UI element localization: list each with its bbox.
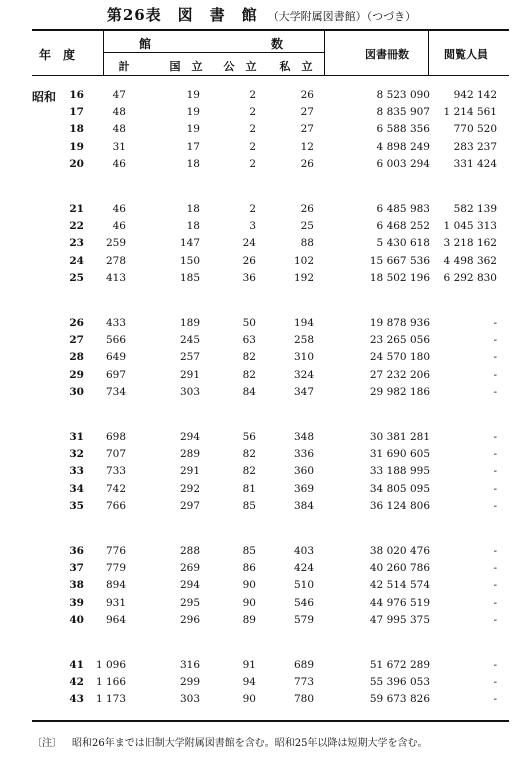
national-cell: 189 bbox=[179, 317, 200, 329]
total-cell: 776 bbox=[105, 545, 126, 557]
total-cell: 48 bbox=[112, 123, 126, 136]
books-cell: 27 232 206 bbox=[369, 368, 430, 381]
header-users: 閲覧人員 bbox=[444, 48, 488, 61]
table-row bbox=[0, 140, 523, 155]
year-cell: 26 bbox=[69, 317, 84, 329]
books-cell: 4 898 249 bbox=[376, 140, 430, 153]
public-cell: 81 bbox=[242, 482, 256, 495]
private-cell: 424 bbox=[293, 562, 314, 575]
private-cell: 546 bbox=[293, 596, 314, 609]
users-cell: - bbox=[493, 448, 497, 461]
public-cell: 2 bbox=[249, 123, 256, 136]
users-cell: - bbox=[493, 693, 497, 706]
books-cell: 8 523 090 bbox=[376, 89, 430, 101]
table-row bbox=[0, 613, 523, 628]
public-cell: 56 bbox=[242, 431, 256, 443]
books-cell: 6 485 983 bbox=[376, 203, 430, 215]
books-cell: 29 982 186 bbox=[369, 385, 430, 398]
table-row bbox=[0, 219, 523, 234]
total-cell: 259 bbox=[105, 237, 126, 250]
public-cell: 50 bbox=[242, 317, 256, 329]
total-cell: 649 bbox=[105, 351, 126, 364]
national-cell: 17 bbox=[186, 140, 200, 153]
private-cell: 336 bbox=[293, 448, 314, 461]
total-cell: 733 bbox=[105, 465, 126, 478]
national-cell: 257 bbox=[179, 351, 200, 364]
national-cell: 150 bbox=[179, 254, 200, 267]
table-row bbox=[0, 499, 523, 514]
public-cell: 2 bbox=[249, 157, 256, 170]
national-cell: 18 bbox=[186, 157, 200, 170]
books-cell: 15 667 536 bbox=[369, 254, 430, 267]
table-row bbox=[0, 596, 523, 611]
public-cell: 91 bbox=[242, 659, 256, 671]
private-cell: 579 bbox=[293, 613, 314, 626]
total-cell: 894 bbox=[105, 579, 126, 592]
year-cell: 25 bbox=[69, 271, 84, 284]
private-cell: 88 bbox=[300, 237, 314, 250]
header-libraries: 館 数 bbox=[138, 37, 283, 51]
users-cell: - bbox=[493, 368, 497, 381]
year-cell: 24 bbox=[69, 254, 84, 267]
year-cell: 31 bbox=[69, 431, 84, 443]
total-cell: 31 bbox=[112, 140, 126, 153]
table-row bbox=[0, 157, 523, 172]
total-cell: 46 bbox=[112, 157, 126, 170]
private-cell: 384 bbox=[293, 499, 314, 512]
public-cell: 26 bbox=[242, 254, 256, 267]
total-cell: 413 bbox=[105, 271, 126, 284]
national-cell: 19 bbox=[186, 89, 200, 101]
users-cell: - bbox=[493, 596, 497, 609]
year-cell: 43 bbox=[69, 693, 84, 706]
books-cell: 51 672 289 bbox=[369, 659, 430, 671]
national-cell: 19 bbox=[186, 106, 200, 119]
private-cell: 102 bbox=[293, 254, 314, 267]
public-cell: 82 bbox=[242, 368, 256, 381]
public-cell: 89 bbox=[242, 613, 256, 626]
users-cell: - bbox=[493, 431, 497, 443]
national-cell: 269 bbox=[179, 562, 200, 575]
users-cell: - bbox=[493, 482, 497, 495]
year-cell: 32 bbox=[69, 448, 84, 461]
public-cell: 63 bbox=[242, 334, 256, 347]
private-cell: 194 bbox=[293, 317, 314, 329]
national-cell: 288 bbox=[179, 545, 200, 557]
private-cell: 26 bbox=[300, 203, 314, 215]
national-cell: 292 bbox=[179, 482, 200, 495]
public-cell: 36 bbox=[242, 271, 256, 284]
books-cell: 34 805 095 bbox=[369, 482, 430, 495]
header-public: 公 立 bbox=[223, 60, 257, 73]
header-divider-1 bbox=[103, 31, 104, 75]
books-cell: 31 690 605 bbox=[369, 448, 430, 461]
table-row bbox=[0, 236, 523, 251]
total-cell: 1 166 bbox=[95, 676, 126, 689]
public-cell: 84 bbox=[242, 385, 256, 398]
year-cell: 27 bbox=[69, 334, 84, 347]
users-cell: 331 424 bbox=[453, 157, 497, 170]
year-cell: 33 bbox=[69, 465, 84, 478]
bottom-rule bbox=[32, 720, 509, 722]
private-cell: 12 bbox=[300, 140, 314, 153]
users-cell: - bbox=[493, 613, 497, 626]
users-cell: 582 139 bbox=[453, 203, 497, 215]
public-cell: 24 bbox=[242, 237, 256, 250]
national-cell: 299 bbox=[179, 676, 200, 689]
national-cell: 294 bbox=[179, 431, 200, 443]
year-cell: 18 bbox=[69, 123, 84, 136]
users-cell: - bbox=[493, 334, 497, 347]
national-cell: 291 bbox=[179, 465, 200, 478]
private-cell: 27 bbox=[300, 123, 314, 136]
year-cell: 29 bbox=[69, 368, 84, 381]
table-row bbox=[0, 675, 523, 690]
users-cell: - bbox=[493, 659, 497, 671]
total-cell: 697 bbox=[105, 368, 126, 381]
public-cell: 85 bbox=[242, 499, 256, 512]
private-cell: 310 bbox=[293, 351, 314, 364]
year-cell: 35 bbox=[69, 499, 84, 512]
books-cell: 42 514 574 bbox=[369, 579, 430, 592]
year-cell: 21 bbox=[69, 203, 84, 215]
table-title bbox=[0, 4, 523, 26]
year-cell: 41 bbox=[69, 659, 84, 671]
national-cell: 303 bbox=[179, 693, 200, 706]
year-cell: 16 bbox=[69, 89, 84, 101]
table-row bbox=[0, 368, 523, 383]
year-cell: 42 bbox=[69, 676, 84, 689]
footnote-tag: 〔注〕 bbox=[32, 738, 62, 749]
private-cell: 369 bbox=[293, 482, 314, 495]
books-cell: 33 188 995 bbox=[369, 465, 430, 478]
table-row bbox=[0, 316, 523, 331]
header-national: 国 立 bbox=[169, 60, 203, 73]
footnote bbox=[32, 734, 512, 750]
header-private: 私 立 bbox=[279, 60, 313, 73]
total-cell: 566 bbox=[105, 334, 126, 347]
table-title-sub: （大学附属図書館）（つづき） bbox=[267, 10, 417, 23]
table-row bbox=[0, 350, 523, 365]
national-cell: 296 bbox=[179, 613, 200, 626]
private-cell: 780 bbox=[293, 693, 314, 706]
users-cell: - bbox=[493, 465, 497, 478]
year-cell: 28 bbox=[69, 351, 84, 364]
books-cell: 38 020 476 bbox=[369, 545, 430, 557]
total-cell: 707 bbox=[105, 448, 126, 461]
year-cell: 17 bbox=[69, 106, 84, 119]
books-cell: 8 835 907 bbox=[376, 106, 430, 119]
total-cell: 48 bbox=[112, 106, 126, 119]
public-cell: 2 bbox=[249, 89, 256, 101]
table-row bbox=[0, 561, 523, 576]
table-row bbox=[0, 464, 523, 479]
year-cell: 39 bbox=[69, 596, 84, 609]
total-cell: 278 bbox=[105, 254, 126, 267]
national-cell: 294 bbox=[179, 579, 200, 592]
users-cell: 770 520 bbox=[453, 123, 497, 136]
table-row bbox=[0, 578, 523, 593]
private-cell: 773 bbox=[293, 676, 314, 689]
private-cell: 192 bbox=[293, 271, 314, 284]
year-cell: 36 bbox=[69, 545, 84, 557]
users-cell: - bbox=[493, 385, 497, 398]
table-title-main: 第26表 図 書 館 bbox=[106, 6, 258, 24]
books-cell: 6 003 294 bbox=[376, 157, 430, 170]
books-cell: 47 995 375 bbox=[369, 613, 430, 626]
table-row bbox=[0, 271, 523, 286]
header-year: 年 度 bbox=[38, 48, 75, 62]
books-cell: 44 976 519 bbox=[369, 596, 430, 609]
users-cell: 942 142 bbox=[453, 89, 497, 101]
total-cell: 46 bbox=[112, 203, 126, 215]
books-cell: 59 673 826 bbox=[369, 693, 430, 706]
users-cell: - bbox=[493, 562, 497, 575]
table-row bbox=[0, 88, 523, 103]
public-cell: 85 bbox=[242, 545, 256, 557]
users-cell: - bbox=[493, 351, 497, 364]
national-cell: 18 bbox=[186, 203, 200, 215]
total-cell: 734 bbox=[105, 385, 126, 398]
users-cell: - bbox=[493, 676, 497, 689]
national-cell: 289 bbox=[179, 448, 200, 461]
footnote-text: 昭和26年までは旧制大学附属図書館を含む。昭和25年以降は短期大学を含む。 bbox=[72, 738, 428, 749]
total-cell: 1 096 bbox=[95, 659, 126, 671]
books-cell: 23 265 056 bbox=[369, 334, 430, 347]
users-cell: 3 218 162 bbox=[443, 237, 497, 250]
table-row bbox=[0, 430, 523, 445]
header-divider-2 bbox=[324, 31, 325, 75]
books-cell: 6 468 252 bbox=[376, 220, 430, 233]
header-books: 図書冊数 bbox=[365, 48, 409, 61]
private-cell: 26 bbox=[300, 157, 314, 170]
public-cell: 2 bbox=[249, 203, 256, 215]
total-cell: 46 bbox=[112, 220, 126, 233]
table-row bbox=[0, 658, 523, 673]
private-cell: 510 bbox=[293, 579, 314, 592]
total-cell: 964 bbox=[105, 613, 126, 626]
books-cell: 19 878 936 bbox=[369, 317, 430, 329]
private-cell: 347 bbox=[293, 385, 314, 398]
total-cell: 698 bbox=[105, 431, 126, 443]
national-cell: 19 bbox=[186, 123, 200, 136]
year-cell: 40 bbox=[69, 613, 84, 626]
private-cell: 348 bbox=[293, 431, 314, 443]
era-label: 昭和 bbox=[32, 90, 57, 104]
table-row bbox=[0, 333, 523, 348]
national-cell: 297 bbox=[179, 499, 200, 512]
public-cell: 2 bbox=[249, 106, 256, 119]
total-cell: 1 173 bbox=[95, 693, 126, 706]
national-cell: 291 bbox=[179, 368, 200, 381]
public-cell: 82 bbox=[242, 351, 256, 364]
table-row bbox=[0, 544, 523, 559]
header-bottom-rule bbox=[32, 75, 509, 76]
table-row bbox=[0, 385, 523, 400]
total-cell: 766 bbox=[105, 499, 126, 512]
users-cell: - bbox=[493, 579, 497, 592]
table-row bbox=[0, 202, 523, 217]
header-libraries-rule bbox=[104, 52, 324, 53]
public-cell: 82 bbox=[242, 465, 256, 478]
year-cell: 19 bbox=[69, 140, 84, 153]
books-cell: 36 124 806 bbox=[369, 499, 430, 512]
books-cell: 5 430 618 bbox=[376, 237, 430, 250]
users-cell: 1 214 561 bbox=[443, 106, 497, 119]
private-cell: 258 bbox=[293, 334, 314, 347]
header-total: 計 bbox=[118, 60, 130, 73]
year-cell: 37 bbox=[69, 562, 84, 575]
table-row bbox=[0, 692, 523, 707]
books-cell: 24 570 180 bbox=[369, 351, 430, 364]
books-cell: 30 381 281 bbox=[369, 431, 430, 443]
private-cell: 403 bbox=[293, 545, 314, 557]
books-cell: 6 588 356 bbox=[376, 123, 430, 136]
header-divider-3 bbox=[428, 31, 429, 75]
private-cell: 360 bbox=[293, 465, 314, 478]
table-row bbox=[0, 447, 523, 462]
national-cell: 303 bbox=[179, 385, 200, 398]
users-cell: - bbox=[493, 317, 497, 329]
books-cell: 18 502 196 bbox=[369, 271, 430, 284]
year-cell: 20 bbox=[69, 157, 84, 170]
public-cell: 2 bbox=[249, 140, 256, 153]
table-row bbox=[0, 254, 523, 269]
private-cell: 324 bbox=[293, 368, 314, 381]
total-cell: 433 bbox=[105, 317, 126, 329]
national-cell: 147 bbox=[179, 237, 200, 250]
users-cell: 4 498 362 bbox=[443, 254, 497, 267]
total-cell: 931 bbox=[105, 596, 126, 609]
public-cell: 90 bbox=[242, 596, 256, 609]
public-cell: 90 bbox=[242, 693, 256, 706]
table-row bbox=[0, 482, 523, 497]
year-cell: 23 bbox=[69, 237, 84, 250]
users-cell: 6 292 830 bbox=[443, 271, 497, 284]
public-cell: 86 bbox=[242, 562, 256, 575]
national-cell: 245 bbox=[179, 334, 200, 347]
total-cell: 742 bbox=[105, 482, 126, 495]
private-cell: 27 bbox=[300, 106, 314, 119]
total-cell: 47 bbox=[112, 89, 126, 101]
total-cell: 779 bbox=[105, 562, 126, 575]
public-cell: 82 bbox=[242, 448, 256, 461]
year-cell: 34 bbox=[69, 482, 84, 495]
public-cell: 90 bbox=[242, 579, 256, 592]
private-cell: 689 bbox=[293, 659, 314, 671]
year-cell: 22 bbox=[69, 220, 84, 233]
users-cell: 1 045 313 bbox=[443, 220, 497, 233]
national-cell: 316 bbox=[179, 659, 200, 671]
private-cell: 26 bbox=[300, 89, 314, 101]
public-cell: 94 bbox=[242, 676, 256, 689]
users-cell: - bbox=[493, 545, 497, 557]
public-cell: 3 bbox=[249, 220, 256, 233]
books-cell: 40 260 786 bbox=[369, 562, 430, 575]
table-row bbox=[0, 122, 523, 137]
year-cell: 30 bbox=[69, 385, 84, 398]
table-row bbox=[0, 105, 523, 120]
users-cell: 283 237 bbox=[453, 140, 497, 153]
national-cell: 185 bbox=[179, 271, 200, 284]
national-cell: 295 bbox=[179, 596, 200, 609]
private-cell: 25 bbox=[300, 220, 314, 233]
users-cell: - bbox=[493, 499, 497, 512]
books-cell: 55 396 053 bbox=[369, 676, 430, 689]
year-cell: 38 bbox=[69, 579, 84, 592]
national-cell: 18 bbox=[186, 220, 200, 233]
